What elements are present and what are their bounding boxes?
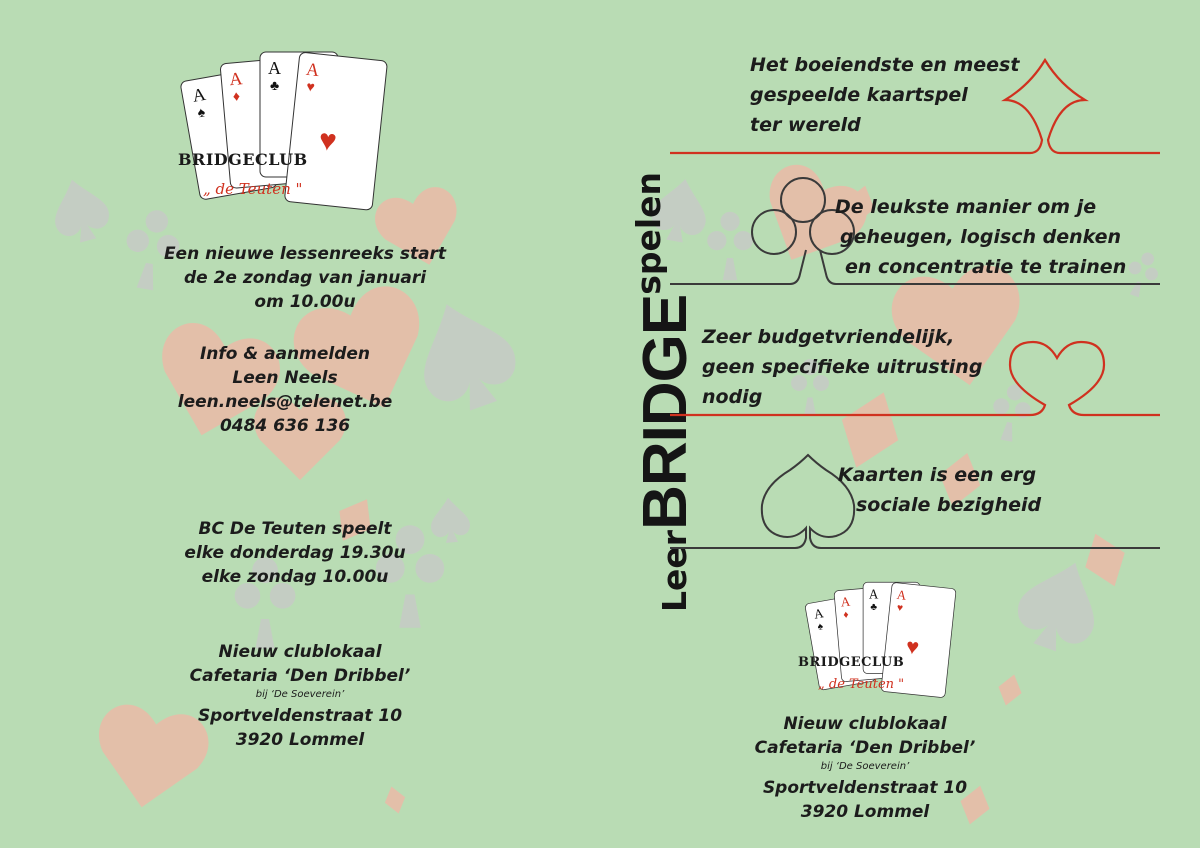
svg-text:♦: ♦ xyxy=(842,609,850,622)
svg-text:A: A xyxy=(228,68,244,90)
location-line: Nieuw clublokaal xyxy=(218,642,382,662)
location-block-right xyxy=(720,712,1010,824)
point-1-line: Het boeiendste en meest xyxy=(750,54,1020,76)
svg-text:♥: ♥ xyxy=(896,602,904,615)
location-line: Nieuw clublokaal xyxy=(783,714,947,734)
location-venue: Cafetaria ‘Den Dribbel’ xyxy=(754,738,976,758)
location-city: 3920 Lommel xyxy=(800,802,930,822)
location-venue: Cafetaria ‘Den Dribbel’ xyxy=(189,666,411,686)
svg-text:A: A xyxy=(840,593,851,610)
contact-name: Leen Neels xyxy=(232,368,338,388)
point-2-line: en concentratie te trainen xyxy=(845,256,1127,278)
lessons-line: de 2e zondag van januari xyxy=(183,268,427,288)
svg-text:♣: ♣ xyxy=(870,602,878,614)
svg-text:♠: ♠ xyxy=(196,105,207,122)
svg-text:A: A xyxy=(896,586,908,603)
svg-text:A: A xyxy=(868,586,879,602)
schedule-line: elke donderdag 19.30u xyxy=(184,543,406,563)
svg-text:♥: ♥ xyxy=(317,123,339,159)
club-subtitle-small: „ de Teuten " xyxy=(818,677,905,692)
point-4-line: sociale bezigheid xyxy=(856,494,1042,516)
svg-text:♠: ♠ xyxy=(816,621,825,633)
location-note: bij ‘De Soeverein’ xyxy=(820,761,910,772)
title-spelen: spelen xyxy=(629,171,668,295)
point-2 xyxy=(835,192,1126,282)
title-bridge: BRIDGE xyxy=(631,294,700,530)
svg-text:♦: ♦ xyxy=(232,89,241,105)
point-1-line: gespeelde kaartspel xyxy=(750,84,968,106)
svg-text:A: A xyxy=(190,83,208,106)
svg-text:♣: ♣ xyxy=(270,79,280,94)
contact-phone[interactable]: 0484 636 136 xyxy=(219,416,351,436)
point-1 xyxy=(750,50,1019,140)
svg-text:A: A xyxy=(268,58,281,78)
lessons-line: om 10.00u xyxy=(254,292,356,312)
point-2-line: geheugen, logisch denken xyxy=(840,226,1122,248)
schedule-line: BC De Teuten speelt xyxy=(198,519,392,539)
point-4 xyxy=(838,460,1041,520)
svg-text:A: A xyxy=(812,605,825,622)
point-3-line: Zeer budgetvriendelijk, xyxy=(702,326,955,348)
location-street: Sportveldenstraat 10 xyxy=(197,706,403,726)
location-street: Sportveldenstraat 10 xyxy=(762,778,968,798)
lessons-line: Een nieuwe lessenreeks start xyxy=(163,244,447,264)
schedule-line: elke zondag 10.00u xyxy=(201,567,389,587)
point-2-line: De leukste manier om je xyxy=(835,196,1097,218)
title-leer: Leer xyxy=(655,529,694,612)
svg-text:A: A xyxy=(305,58,321,81)
point-3-line: geen specifieke uitrusting xyxy=(702,356,983,378)
point-1-line: ter wereld xyxy=(750,114,861,136)
svg-text:♥: ♥ xyxy=(904,633,921,660)
svg-text:♥: ♥ xyxy=(305,79,316,96)
point-3-line: nodig xyxy=(702,386,763,408)
contact-email[interactable]: leen.neels@telenet.be xyxy=(177,392,393,412)
point-4-line: Kaarten is een erg xyxy=(838,464,1037,486)
club-subtitle: „ de Teuten " xyxy=(203,180,303,198)
point-3 xyxy=(702,322,982,412)
club-name-small: BRIDGECLUB xyxy=(798,655,905,670)
location-note: bij ‘De Soeverein’ xyxy=(255,689,345,700)
club-name: BRIDGECLUB xyxy=(178,150,308,169)
contact-heading: Info & aanmelden xyxy=(199,344,371,364)
location-city: 3920 Lommel xyxy=(235,730,365,750)
